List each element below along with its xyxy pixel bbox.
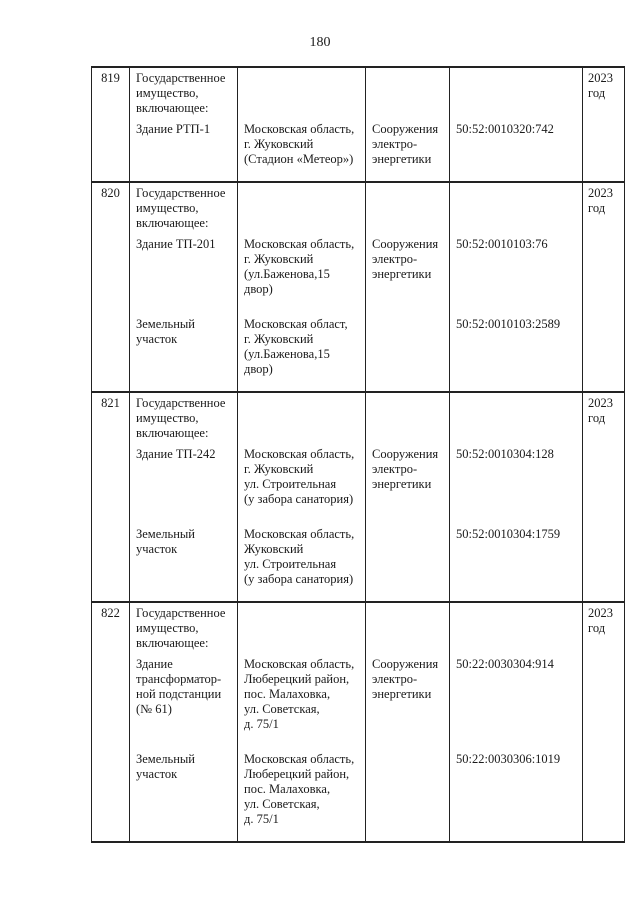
object-address xyxy=(238,311,366,392)
object-type xyxy=(366,651,450,746)
object-address-line: Московская область, xyxy=(244,657,355,671)
entry-year xyxy=(583,182,625,231)
object-address-line: г. Жуковский xyxy=(244,462,314,476)
empty-year-cell xyxy=(583,231,625,311)
empty-number-cell xyxy=(92,231,130,311)
object-address-line: Московская область, xyxy=(244,237,355,251)
object-name-line: Здание РТП-1 xyxy=(136,122,211,136)
entry-number: 821 xyxy=(92,392,130,441)
empty-number-cell xyxy=(92,116,130,182)
object-address-line: (ул.Баженова,15 xyxy=(244,347,330,361)
entry-number: 820 xyxy=(92,182,130,231)
entry-heading xyxy=(130,67,238,116)
property-registry-table xyxy=(91,66,625,843)
entry-number: 822 xyxy=(92,602,130,651)
empty-cadastral-cell xyxy=(450,67,583,116)
object-type-line: энергетики xyxy=(372,267,432,281)
entry-heading xyxy=(130,182,238,231)
entry-heading-line: Государственное xyxy=(136,186,226,200)
object-address-line: д. 75/1 xyxy=(244,717,279,731)
object-type xyxy=(366,231,450,311)
object-address-line: (у забора санатория) xyxy=(244,572,354,586)
object-type xyxy=(366,746,450,842)
object-name-line: ной подстанции xyxy=(136,687,222,701)
table-row xyxy=(92,116,625,182)
entry-heading-line: Государственное xyxy=(136,606,226,620)
object-address-line: Жуковский xyxy=(244,542,304,556)
entry-year-line: год xyxy=(588,621,606,635)
table-row xyxy=(92,651,625,746)
cadastral-number: 50:52:0010103:2589 xyxy=(450,311,583,392)
object-address-line: ул. Строительная xyxy=(244,557,337,571)
entry-heading-line: имущество, xyxy=(136,86,199,100)
object-name-line: Земельный xyxy=(136,527,195,541)
object-address xyxy=(238,521,366,602)
object-address-line: (у забора санатория) xyxy=(244,492,354,506)
object-address xyxy=(238,231,366,311)
cadastral-number: 50:52:0010320:742 xyxy=(450,116,583,182)
entry-year xyxy=(583,67,625,116)
object-name-line: Здание ТП-242 xyxy=(136,447,216,461)
cadastral-number: 50:52:0010304:128 xyxy=(450,441,583,521)
group-header-row xyxy=(92,67,625,116)
entry-heading-line: имущество, xyxy=(136,411,199,425)
object-type-line: энергетики xyxy=(372,152,432,166)
entry-heading-line: имущество, xyxy=(136,621,199,635)
object-address-line: Московская область, xyxy=(244,752,355,766)
entry-heading-line: имущество, xyxy=(136,201,199,215)
object-address-line: Московская область, xyxy=(244,122,355,136)
object-type-line: энергетики xyxy=(372,687,432,701)
empty-type-cell xyxy=(366,392,450,441)
object-name xyxy=(130,116,238,182)
object-address xyxy=(238,746,366,842)
object-name xyxy=(130,651,238,746)
group-header-row xyxy=(92,602,625,651)
object-address-line: Московская област, xyxy=(244,317,348,331)
object-address-line: ул. Советская, xyxy=(244,702,320,716)
page-number: 180 xyxy=(309,35,331,50)
entry-year-line: год xyxy=(588,201,606,215)
object-address-line: (ул.Баженова,15 xyxy=(244,267,330,281)
empty-type-cell xyxy=(366,182,450,231)
entry-number: 819 xyxy=(92,67,130,116)
object-type xyxy=(366,311,450,392)
empty-year-cell xyxy=(583,311,625,392)
object-address-line: пос. Малаховка, xyxy=(244,782,331,796)
table-row xyxy=(92,746,625,842)
object-name-line: трансформатор- xyxy=(136,672,222,686)
empty-year-cell xyxy=(583,651,625,746)
empty-year-cell xyxy=(583,521,625,602)
object-address-line: г. Жуковский xyxy=(244,252,314,266)
group-header-row xyxy=(92,182,625,231)
object-name xyxy=(130,746,238,842)
object-name xyxy=(130,231,238,311)
object-address-line: ул. Строительная xyxy=(244,477,337,491)
cadastral-number: 50:52:0010103:76 xyxy=(450,231,583,311)
empty-year-cell xyxy=(583,116,625,182)
object-type-line: энергетики xyxy=(372,477,432,491)
object-type xyxy=(366,116,450,182)
empty-type-cell xyxy=(366,602,450,651)
object-name xyxy=(130,311,238,392)
empty-cadastral-cell xyxy=(450,602,583,651)
entry-heading-line: включающее: xyxy=(136,101,209,115)
empty-number-cell xyxy=(92,521,130,602)
object-address-line: Люберецкий район, xyxy=(244,672,350,686)
entry-heading xyxy=(130,602,238,651)
entry-heading-line: включающее: xyxy=(136,426,209,440)
empty-cadastral-cell xyxy=(450,182,583,231)
entry-year-line: 2023 xyxy=(588,396,613,410)
entry-heading-line: включающее: xyxy=(136,636,209,650)
table-row xyxy=(92,441,625,521)
object-address-line: двор) xyxy=(244,362,273,376)
object-address-line: ул. Советская, xyxy=(244,797,320,811)
object-name-line: Здание xyxy=(136,657,173,671)
object-name-line: (№ 61) xyxy=(136,702,172,716)
empty-number-cell xyxy=(92,311,130,392)
object-type-line: электро- xyxy=(372,672,418,686)
object-address-line: Люберецкий район, xyxy=(244,767,350,781)
entry-year xyxy=(583,392,625,441)
object-address-line: (Стадион «Метеор») xyxy=(244,152,354,166)
object-address xyxy=(238,441,366,521)
object-type-line: Сооружения xyxy=(372,122,439,136)
empty-number-cell xyxy=(92,746,130,842)
cadastral-number: 50:22:0030304:914 xyxy=(450,651,583,746)
object-address-line: д. 75/1 xyxy=(244,812,279,826)
object-address-line: двор) xyxy=(244,282,273,296)
object-name xyxy=(130,521,238,602)
registry-body xyxy=(92,67,625,842)
object-address xyxy=(238,116,366,182)
empty-cadastral-cell xyxy=(450,392,583,441)
object-address-line: г. Жуковский xyxy=(244,332,314,346)
object-name xyxy=(130,441,238,521)
entry-year-line: год xyxy=(588,86,606,100)
object-name-line: участок xyxy=(136,767,178,781)
object-type-line: Сооружения xyxy=(372,447,439,461)
empty-address-cell xyxy=(238,182,366,231)
entry-heading-line: включающее: xyxy=(136,216,209,230)
object-type-line: Сооружения xyxy=(372,237,439,251)
entry-heading-line: Государственное xyxy=(136,396,226,410)
entry-heading xyxy=(130,392,238,441)
table-row xyxy=(92,231,625,311)
object-name-line: участок xyxy=(136,542,178,556)
object-type-line: Сооружения xyxy=(372,657,439,671)
object-type-line: электро- xyxy=(372,137,418,151)
object-address-line: пос. Малаховка, xyxy=(244,687,331,701)
group-header-row xyxy=(92,392,625,441)
empty-address-cell xyxy=(238,392,366,441)
empty-number-cell xyxy=(92,441,130,521)
entry-year xyxy=(583,602,625,651)
object-type-line: электро- xyxy=(372,462,418,476)
object-type-line: электро- xyxy=(372,252,418,266)
empty-address-cell xyxy=(238,67,366,116)
object-name-line: Земельный xyxy=(136,317,195,331)
object-name-line: Земельный xyxy=(136,752,195,766)
entry-year-line: год xyxy=(588,411,606,425)
empty-address-cell xyxy=(238,602,366,651)
object-address-line: г. Жуковский xyxy=(244,137,314,151)
object-type xyxy=(366,521,450,602)
object-address-line: Московская область, xyxy=(244,447,355,461)
entry-year-line: 2023 xyxy=(588,186,613,200)
entry-year-line: 2023 xyxy=(588,606,613,620)
entry-year-line: 2023 xyxy=(588,71,613,85)
cadastral-number: 50:22:0030306:1019 xyxy=(450,746,583,842)
empty-year-cell xyxy=(583,441,625,521)
object-address-line: Московская область, xyxy=(244,527,355,541)
empty-year-cell xyxy=(583,746,625,842)
table-row xyxy=(92,521,625,602)
object-address xyxy=(238,651,366,746)
empty-number-cell xyxy=(92,651,130,746)
table-row xyxy=(92,311,625,392)
cadastral-number: 50:52:0010304:1759 xyxy=(450,521,583,602)
object-name-line: Здание ТП-201 xyxy=(136,237,216,251)
object-name-line: участок xyxy=(136,332,178,346)
entry-heading-line: Государственное xyxy=(136,71,226,85)
empty-type-cell xyxy=(366,67,450,116)
object-type xyxy=(366,441,450,521)
